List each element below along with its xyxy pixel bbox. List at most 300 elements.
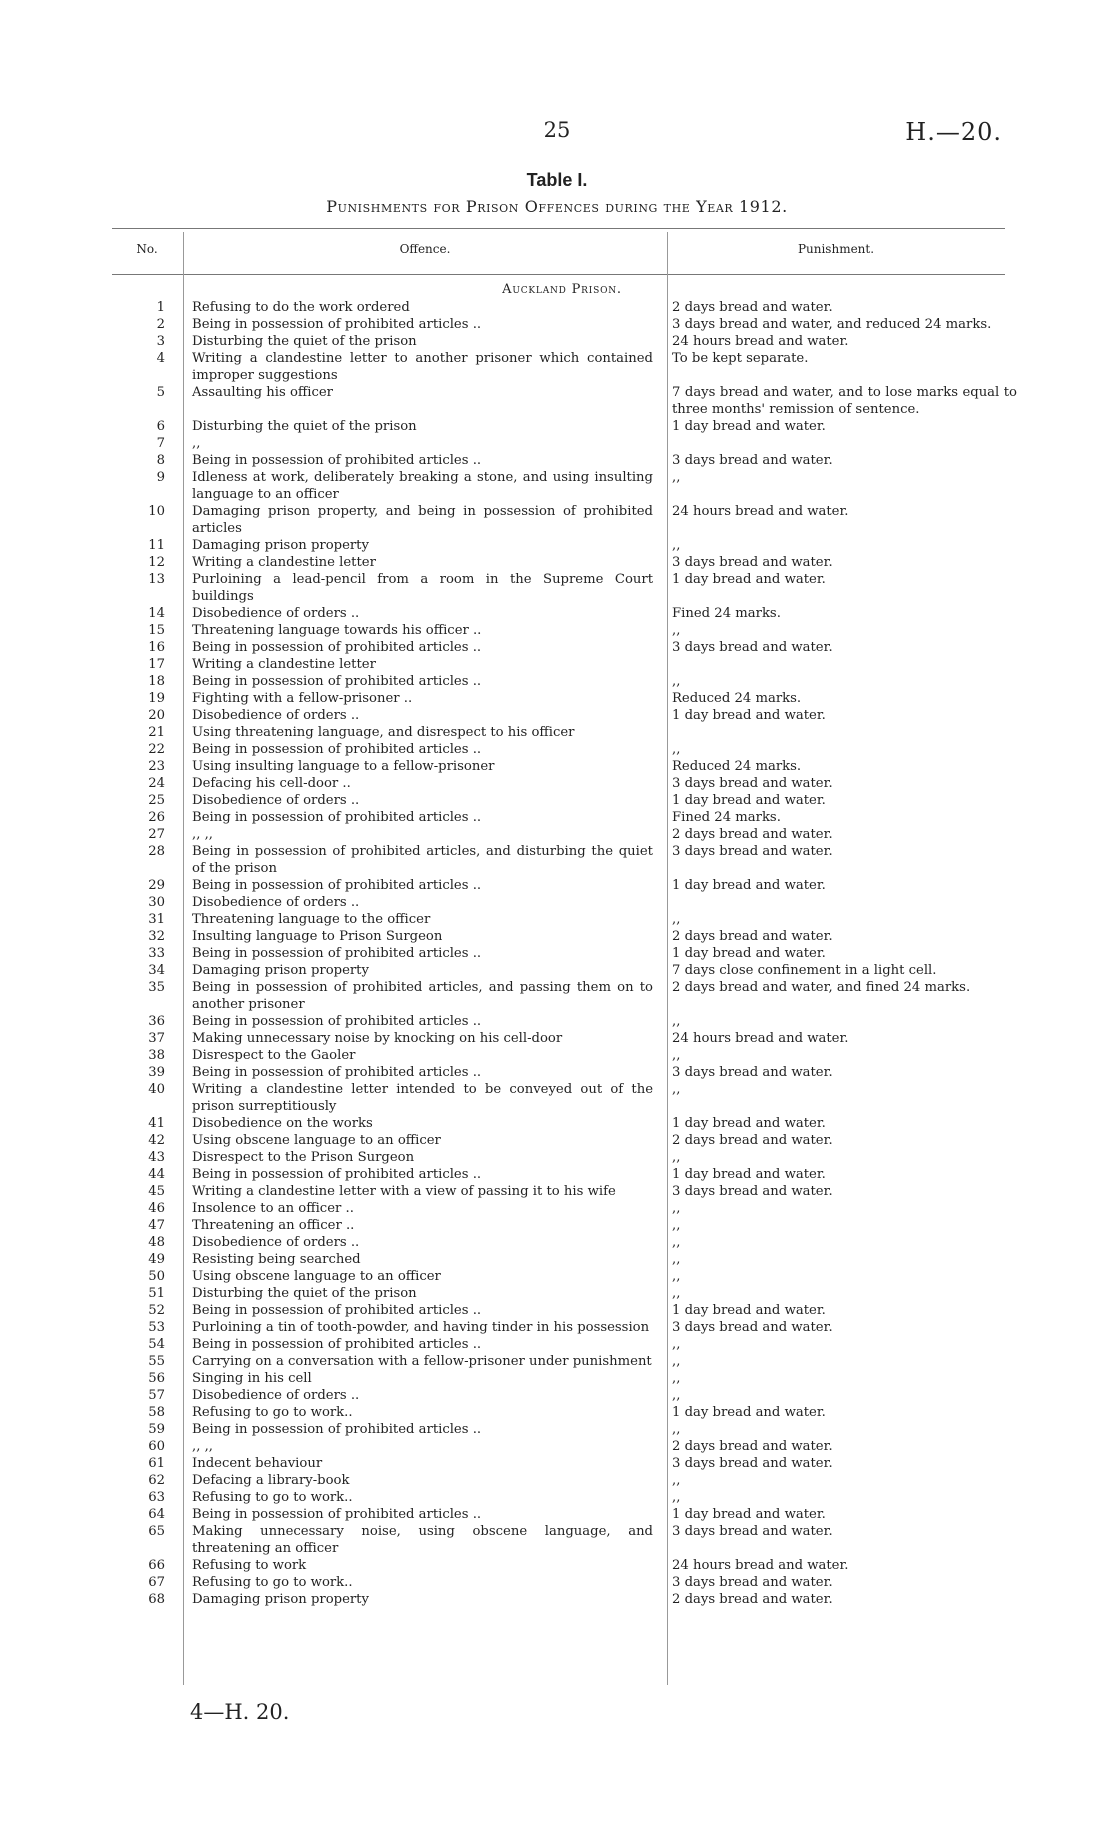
row-number: 35 bbox=[148, 980, 165, 995]
row-number: 28 bbox=[148, 844, 165, 859]
table-row bbox=[112, 1081, 1012, 1115]
punishment-cell: 2 days bread and water. bbox=[672, 1133, 833, 1148]
offence-cell bbox=[192, 724, 658, 741]
offence-text: Damaging prison property, and being in possession of prohibited articles bbox=[192, 504, 653, 536]
table-row bbox=[112, 1183, 1012, 1200]
offence-cell bbox=[192, 1217, 658, 1234]
offence-text: Being in possession of prohibited articles .. bbox=[192, 810, 482, 825]
offence-text: Refusing to do the work ordered bbox=[192, 300, 410, 315]
punishment-cell: ,, bbox=[672, 1473, 681, 1488]
offence-cell bbox=[192, 775, 658, 792]
page-number: 25 bbox=[543, 118, 571, 142]
offence-cell bbox=[192, 469, 658, 503]
punishment-cell: ,, bbox=[672, 623, 681, 638]
punishment-cell: ,, bbox=[672, 470, 681, 485]
table-row bbox=[112, 1149, 1012, 1166]
offence-cell bbox=[192, 1438, 658, 1455]
table-row bbox=[112, 333, 1012, 350]
punishment-cell: 3 days bread and water, and reduced 24 marks. bbox=[672, 317, 992, 332]
row-number: 20 bbox=[148, 708, 165, 723]
offence-cell bbox=[192, 1421, 658, 1438]
offence-cell bbox=[192, 333, 658, 350]
offence-cell bbox=[192, 1166, 658, 1183]
row-number: 34 bbox=[148, 963, 165, 978]
column-header-punishment: Punishment. bbox=[797, 242, 875, 256]
offence-text: Disobedience of orders .. bbox=[192, 708, 360, 723]
offence-cell bbox=[192, 1200, 658, 1217]
table-row bbox=[112, 962, 1012, 979]
table-row bbox=[112, 758, 1012, 775]
table-row bbox=[112, 1132, 1012, 1149]
row-number: 3 bbox=[156, 334, 165, 349]
row-number: 8 bbox=[156, 453, 165, 468]
punishment-cell: 24 hours bread and water. bbox=[672, 504, 849, 519]
offence-text: Threatening an officer .. bbox=[192, 1218, 355, 1233]
offence-cell bbox=[192, 622, 658, 639]
row-number: 22 bbox=[148, 742, 165, 757]
offence-text: Disturbing the quiet of the prison bbox=[192, 419, 417, 434]
row-number: 21 bbox=[148, 725, 165, 740]
table-row bbox=[112, 469, 1012, 503]
punishment-cell: ,, bbox=[672, 1490, 681, 1505]
offence-cell bbox=[192, 1268, 658, 1285]
punishment-cell: 7 days bread and water, and to lose marks equal to three months' remission of sentence. bbox=[672, 385, 1017, 417]
table-row bbox=[112, 316, 1012, 333]
offence-text: Insulting language to Prison Surgeon bbox=[192, 929, 443, 944]
punishment-cell: ,, bbox=[672, 742, 681, 757]
offence-text: Insolence to an officer .. bbox=[192, 1201, 354, 1216]
offence-cell bbox=[192, 1234, 658, 1251]
offence-cell bbox=[192, 1523, 658, 1557]
offence-text: Refusing to go to work.. bbox=[192, 1575, 353, 1590]
punishment-cell: 1 day bread and water. bbox=[672, 1116, 826, 1131]
punishment-cell bbox=[672, 894, 1017, 911]
table-row bbox=[112, 1353, 1012, 1370]
offence-text: Being in possession of prohibited articles .. bbox=[192, 1167, 482, 1182]
offence-text: Defacing a library-book bbox=[192, 1473, 350, 1488]
offence-cell bbox=[192, 843, 658, 877]
punishment-cell: Fined 24 marks. bbox=[672, 606, 781, 621]
punishment-cell: 7 days close confinement in a light cell. bbox=[672, 963, 937, 978]
row-number: 46 bbox=[148, 1201, 165, 1216]
row-number: 33 bbox=[148, 946, 165, 961]
offence-text: Being in possession of prohibited articles .. bbox=[192, 878, 482, 893]
table-row bbox=[112, 1166, 1012, 1183]
row-number: 17 bbox=[148, 657, 165, 672]
offence-cell bbox=[192, 316, 658, 333]
offence-text: ,, ,, bbox=[192, 1439, 213, 1454]
offence-text: Being in possession of prohibited articles .. bbox=[192, 674, 482, 689]
table-row bbox=[112, 826, 1012, 843]
punishment-cell: 2 days bread and water. bbox=[672, 300, 833, 315]
offence-cell bbox=[192, 1302, 658, 1319]
row-number: 45 bbox=[148, 1184, 165, 1199]
offence-cell bbox=[192, 537, 658, 554]
table-row bbox=[112, 1047, 1012, 1064]
row-number: 6 bbox=[156, 419, 165, 434]
offence-table-body bbox=[112, 299, 1017, 1608]
offence-cell bbox=[192, 384, 658, 418]
offence-cell bbox=[192, 792, 658, 809]
row-number: 38 bbox=[148, 1048, 165, 1063]
row-number: 1 bbox=[156, 300, 165, 315]
offence-cell bbox=[192, 1387, 658, 1404]
offence-cell bbox=[192, 894, 658, 911]
row-number: 66 bbox=[148, 1558, 165, 1573]
row-number: 51 bbox=[148, 1286, 165, 1301]
table-title: Table I. bbox=[526, 170, 588, 190]
punishment-cell: To be kept separate. bbox=[672, 351, 809, 366]
offence-cell bbox=[192, 418, 658, 435]
table-row bbox=[112, 1013, 1012, 1030]
punishment-cell: 2 days bread and water. bbox=[672, 1439, 833, 1454]
table-row bbox=[112, 1455, 1012, 1472]
table-row bbox=[112, 690, 1012, 707]
table-row bbox=[112, 1302, 1012, 1319]
punishment-cell: ,, bbox=[672, 1048, 681, 1063]
table-row bbox=[112, 622, 1012, 639]
table-row bbox=[112, 537, 1012, 554]
offence-text: Being in possession of prohibited articles .. bbox=[192, 1014, 482, 1029]
punishment-cell: 24 hours bread and water. bbox=[672, 1031, 849, 1046]
punishment-cell: 1 day bread and water. bbox=[672, 572, 826, 587]
offence-text: Being in possession of prohibited articles .. bbox=[192, 640, 482, 655]
offence-cell bbox=[192, 962, 658, 979]
table-row bbox=[112, 792, 1012, 809]
offence-text: Fighting with a fellow-prisoner .. bbox=[192, 691, 413, 706]
offence-text: Being in possession of prohibited articles, and passing them on to another prisoner bbox=[192, 980, 653, 1012]
table-row bbox=[112, 571, 1012, 605]
table-row bbox=[112, 1472, 1012, 1489]
row-number: 12 bbox=[148, 555, 165, 570]
row-number: 63 bbox=[148, 1490, 165, 1505]
offence-cell bbox=[192, 1013, 658, 1030]
offence-cell bbox=[192, 299, 658, 316]
table-row bbox=[112, 1421, 1012, 1438]
offence-text: Writing a clandestine letter intended to be conveyed out of the prison surreptitiously bbox=[192, 1082, 653, 1114]
offence-text: Disobedience of orders .. bbox=[192, 606, 360, 621]
table-row bbox=[112, 979, 1012, 1013]
offence-cell bbox=[192, 656, 658, 673]
punishment-cell: ,, bbox=[672, 1201, 681, 1216]
offence-text: Making unnecessary noise by knocking on his cell-door bbox=[192, 1031, 563, 1046]
row-number: 25 bbox=[148, 793, 165, 808]
offence-text: Purloining a tin of tooth-powder, and having tinder in his possession bbox=[192, 1320, 650, 1335]
punishment-cell: ,, bbox=[672, 1354, 681, 1369]
punishment-cell: 3 days bread and water. bbox=[672, 555, 833, 570]
offence-cell bbox=[192, 1557, 658, 1574]
punishment-cell: ,, bbox=[672, 1014, 681, 1029]
table-row bbox=[112, 741, 1012, 758]
offence-cell bbox=[192, 758, 658, 775]
punishment-cell: 1 day bread and water. bbox=[672, 793, 826, 808]
punishment-cell: 24 hours bread and water. bbox=[672, 1558, 849, 1573]
punishment-cell: ,, bbox=[672, 538, 681, 553]
punishment-cell: ,, bbox=[672, 1269, 681, 1284]
table-row bbox=[112, 1489, 1012, 1506]
offence-text: Being in possession of prohibited articles .. bbox=[192, 1065, 482, 1080]
row-number: 31 bbox=[148, 912, 165, 927]
offence-cell bbox=[192, 1064, 658, 1081]
table-row bbox=[112, 554, 1012, 571]
table-row bbox=[112, 1523, 1012, 1557]
offence-text: Being in possession of prohibited articles .. bbox=[192, 1303, 482, 1318]
row-number: 14 bbox=[148, 606, 165, 621]
offence-text: Being in possession of prohibited articles .. bbox=[192, 742, 482, 757]
offence-text: Singing in his cell bbox=[192, 1371, 312, 1386]
table-row bbox=[112, 605, 1012, 622]
punishment-cell: 1 day bread and water. bbox=[672, 1405, 826, 1420]
offence-text: Making unnecessary noise, using obscene language, and threatening an officer bbox=[192, 1524, 653, 1556]
row-number: 52 bbox=[148, 1303, 165, 1318]
row-number: 56 bbox=[148, 1371, 165, 1386]
punishment-cell: 2 days bread and water. bbox=[672, 929, 833, 944]
offence-text: Being in possession of prohibited articles .. bbox=[192, 453, 482, 468]
offence-text: Disturbing the quiet of the prison bbox=[192, 334, 417, 349]
punishment-cell: ,, bbox=[672, 1371, 681, 1386]
punishment-cell bbox=[672, 435, 1017, 452]
table-row bbox=[112, 1115, 1012, 1132]
row-number: 13 bbox=[148, 572, 165, 587]
table-row bbox=[112, 503, 1012, 537]
row-number: 47 bbox=[148, 1218, 165, 1233]
table-row bbox=[112, 1370, 1012, 1387]
table-row bbox=[112, 1557, 1012, 1574]
row-number: 48 bbox=[148, 1235, 165, 1250]
offence-cell bbox=[192, 1047, 658, 1064]
punishment-cell: ,, bbox=[672, 1422, 681, 1437]
offence-cell bbox=[192, 673, 658, 690]
punishment-cell: 1 day bread and water. bbox=[672, 878, 826, 893]
offence-text: Refusing to go to work.. bbox=[192, 1490, 353, 1505]
table-row bbox=[112, 945, 1012, 962]
punishment-cell: 3 days bread and water. bbox=[672, 1524, 833, 1539]
offence-text: Indecent behaviour bbox=[192, 1456, 323, 1471]
offence-cell bbox=[192, 571, 658, 605]
offence-cell bbox=[192, 707, 658, 724]
row-number: 11 bbox=[148, 538, 165, 553]
punishment-cell: ,, bbox=[672, 1082, 681, 1097]
offence-cell bbox=[192, 1370, 658, 1387]
punishment-cell: 3 days bread and water. bbox=[672, 1575, 833, 1590]
row-number: 61 bbox=[148, 1456, 165, 1471]
offence-text: Disrespect to the Prison Surgeon bbox=[192, 1150, 415, 1165]
row-number: 2 bbox=[156, 317, 165, 332]
offence-text: ,, ,, bbox=[192, 827, 213, 842]
offence-cell bbox=[192, 979, 658, 1013]
punishment-cell: ,, bbox=[672, 912, 681, 927]
row-number: 55 bbox=[148, 1354, 165, 1369]
row-number: 62 bbox=[148, 1473, 165, 1488]
offence-text: Being in possession of prohibited articles .. bbox=[192, 1337, 482, 1352]
offence-text: Disobedience of orders .. bbox=[192, 1235, 360, 1250]
punishment-cell: ,, bbox=[672, 1150, 681, 1165]
offence-cell bbox=[192, 928, 658, 945]
offence-text: Writing a clandestine letter bbox=[192, 555, 376, 570]
row-number: 50 bbox=[148, 1269, 165, 1284]
punishment-cell: 3 days bread and water. bbox=[672, 453, 833, 468]
offence-cell bbox=[192, 1149, 658, 1166]
offence-cell bbox=[192, 1132, 658, 1149]
offence-text: Being in possession of prohibited articles .. bbox=[192, 946, 482, 961]
punishment-cell: ,, bbox=[672, 1337, 681, 1352]
offence-cell bbox=[192, 1081, 658, 1115]
column-header-offence: Offence. bbox=[399, 242, 451, 256]
offence-text: Idleness at work, deliberately breaking a stone, and using insulting language to an officer bbox=[192, 470, 653, 502]
offence-text: Writing a clandestine letter bbox=[192, 657, 376, 672]
offence-cell bbox=[192, 741, 658, 758]
punishment-cell: ,, bbox=[672, 1252, 681, 1267]
punishment-cell bbox=[672, 724, 1017, 741]
offence-text: Being in possession of prohibited articles .. bbox=[192, 1507, 482, 1522]
punishment-cell bbox=[672, 656, 1017, 673]
table-row bbox=[112, 299, 1012, 316]
row-number: 18 bbox=[148, 674, 165, 689]
table-row bbox=[112, 350, 1012, 384]
table-row bbox=[112, 1404, 1012, 1421]
offence-text: Threatening language towards his officer .. bbox=[192, 623, 482, 638]
row-number: 67 bbox=[148, 1575, 165, 1590]
table-row bbox=[112, 1251, 1012, 1268]
table-row bbox=[112, 1591, 1012, 1608]
row-number: 19 bbox=[148, 691, 165, 706]
punishment-cell: ,, bbox=[672, 1286, 681, 1301]
offence-text: Defacing his cell-door .. bbox=[192, 776, 351, 791]
table-row bbox=[112, 1387, 1012, 1404]
row-number: 59 bbox=[148, 1422, 165, 1437]
table-row bbox=[112, 418, 1012, 435]
offence-cell bbox=[192, 554, 658, 571]
offence-cell bbox=[192, 690, 658, 707]
table-header-rule bbox=[112, 274, 1005, 275]
offence-text: Using threatening language, and disrespect to his officer bbox=[192, 725, 575, 740]
offence-text: Using obscene language to an officer bbox=[192, 1133, 441, 1148]
offence-cell bbox=[192, 1455, 658, 1472]
offence-text: Threatening language to the officer bbox=[192, 912, 431, 927]
row-number: 27 bbox=[148, 827, 165, 842]
row-number: 9 bbox=[156, 470, 165, 485]
punishment-cell: 1 day bread and water. bbox=[672, 1303, 826, 1318]
punishment-cell: 24 hours bread and water. bbox=[672, 334, 849, 349]
table-row bbox=[112, 1200, 1012, 1217]
punishment-cell: 3 days bread and water. bbox=[672, 844, 833, 859]
column-header-no: No. bbox=[136, 242, 158, 256]
offence-cell bbox=[192, 1506, 658, 1523]
row-number: 7 bbox=[156, 436, 165, 451]
table-row bbox=[112, 1064, 1012, 1081]
offence-cell bbox=[192, 1115, 658, 1132]
offence-text: Carrying on a conversation with a fellow-prisoner under punishment bbox=[192, 1354, 652, 1369]
row-number: 10 bbox=[148, 504, 165, 519]
punishment-cell: ,, bbox=[672, 674, 681, 689]
punishment-cell: ,, bbox=[672, 1218, 681, 1233]
offence-cell bbox=[192, 452, 658, 469]
document-reference: H.—20. bbox=[905, 118, 1002, 146]
row-number: 57 bbox=[148, 1388, 165, 1403]
offence-cell bbox=[192, 639, 658, 656]
table-row bbox=[112, 656, 1012, 673]
offence-cell bbox=[192, 1030, 658, 1047]
offence-cell bbox=[192, 605, 658, 622]
offence-cell bbox=[192, 503, 658, 537]
punishment-cell: 3 days bread and water. bbox=[672, 1456, 833, 1471]
punishment-cell: Reduced 24 marks. bbox=[672, 759, 802, 774]
table-row bbox=[112, 707, 1012, 724]
punishment-cell: 3 days bread and water. bbox=[672, 1184, 833, 1199]
table-row bbox=[112, 639, 1012, 656]
offence-cell bbox=[192, 1319, 658, 1336]
offence-cell bbox=[192, 1336, 658, 1353]
table-row bbox=[112, 1574, 1012, 1591]
offence-text: Resisting being searched bbox=[192, 1252, 361, 1267]
punishment-cell: 3 days bread and water. bbox=[672, 1320, 833, 1335]
offence-cell bbox=[192, 1489, 658, 1506]
punishment-cell: 1 day bread and water. bbox=[672, 946, 826, 961]
table-row bbox=[112, 894, 1012, 911]
punishment-cell: ,, bbox=[672, 1388, 681, 1403]
table-row bbox=[112, 1268, 1012, 1285]
row-number: 54 bbox=[148, 1337, 165, 1352]
row-number: 60 bbox=[148, 1439, 165, 1454]
offence-cell bbox=[192, 1251, 658, 1268]
offence-text: Damaging prison property bbox=[192, 963, 369, 978]
row-number: 16 bbox=[148, 640, 165, 655]
offence-text: Refusing to work bbox=[192, 1558, 307, 1573]
offence-cell bbox=[192, 1574, 658, 1591]
offence-text: Writing a clandestine letter with a view of passing it to his wife bbox=[192, 1184, 616, 1199]
offence-cell bbox=[192, 1591, 658, 1608]
offence-cell bbox=[192, 877, 658, 894]
offence-text: Damaging prison property bbox=[192, 1592, 369, 1607]
punishment-cell: 2 days bread and water. bbox=[672, 1592, 833, 1607]
offence-text: Disobedience of orders .. bbox=[192, 1388, 360, 1403]
row-number: 65 bbox=[148, 1524, 165, 1539]
table-row bbox=[112, 911, 1012, 928]
punishment-cell: 1 day bread and water. bbox=[672, 419, 826, 434]
row-number: 37 bbox=[148, 1031, 165, 1046]
section-heading: Auckland Prison. bbox=[502, 282, 622, 297]
offence-cell bbox=[192, 1285, 658, 1302]
offence-text: Refusing to go to work.. bbox=[192, 1405, 353, 1420]
offence-text: Writing a clandestine letter to another prisoner which contained improper suggestions bbox=[192, 351, 653, 383]
row-number: 23 bbox=[148, 759, 165, 774]
punishment-cell: Fined 24 marks. bbox=[672, 810, 781, 825]
punishment-cell: 1 day bread and water. bbox=[672, 1167, 826, 1182]
punishment-cell: 3 days bread and water. bbox=[672, 1065, 833, 1080]
table-row bbox=[112, 673, 1012, 690]
table-top-rule bbox=[112, 228, 1005, 229]
offence-cell bbox=[192, 1472, 658, 1489]
table-row bbox=[112, 452, 1012, 469]
table-row bbox=[112, 1285, 1012, 1302]
table-row bbox=[112, 1336, 1012, 1353]
row-number: 58 bbox=[148, 1405, 165, 1420]
row-number: 24 bbox=[148, 776, 165, 791]
punishment-cell: 2 days bread and water, and fined 24 marks. bbox=[672, 980, 971, 995]
punishment-cell: 2 days bread and water. bbox=[672, 827, 833, 842]
row-number: 49 bbox=[148, 1252, 165, 1267]
table-row bbox=[112, 435, 1012, 452]
table-row bbox=[112, 928, 1012, 945]
offence-text: Assaulting his officer bbox=[192, 385, 333, 400]
row-number: 43 bbox=[148, 1150, 165, 1165]
offence-cell bbox=[192, 809, 658, 826]
row-number: 30 bbox=[148, 895, 165, 910]
offence-text: Being in possession of prohibited articles .. bbox=[192, 1422, 482, 1437]
row-number: 36 bbox=[148, 1014, 165, 1029]
row-number: 41 bbox=[148, 1116, 165, 1131]
punishment-cell: 3 days bread and water. bbox=[672, 640, 833, 655]
